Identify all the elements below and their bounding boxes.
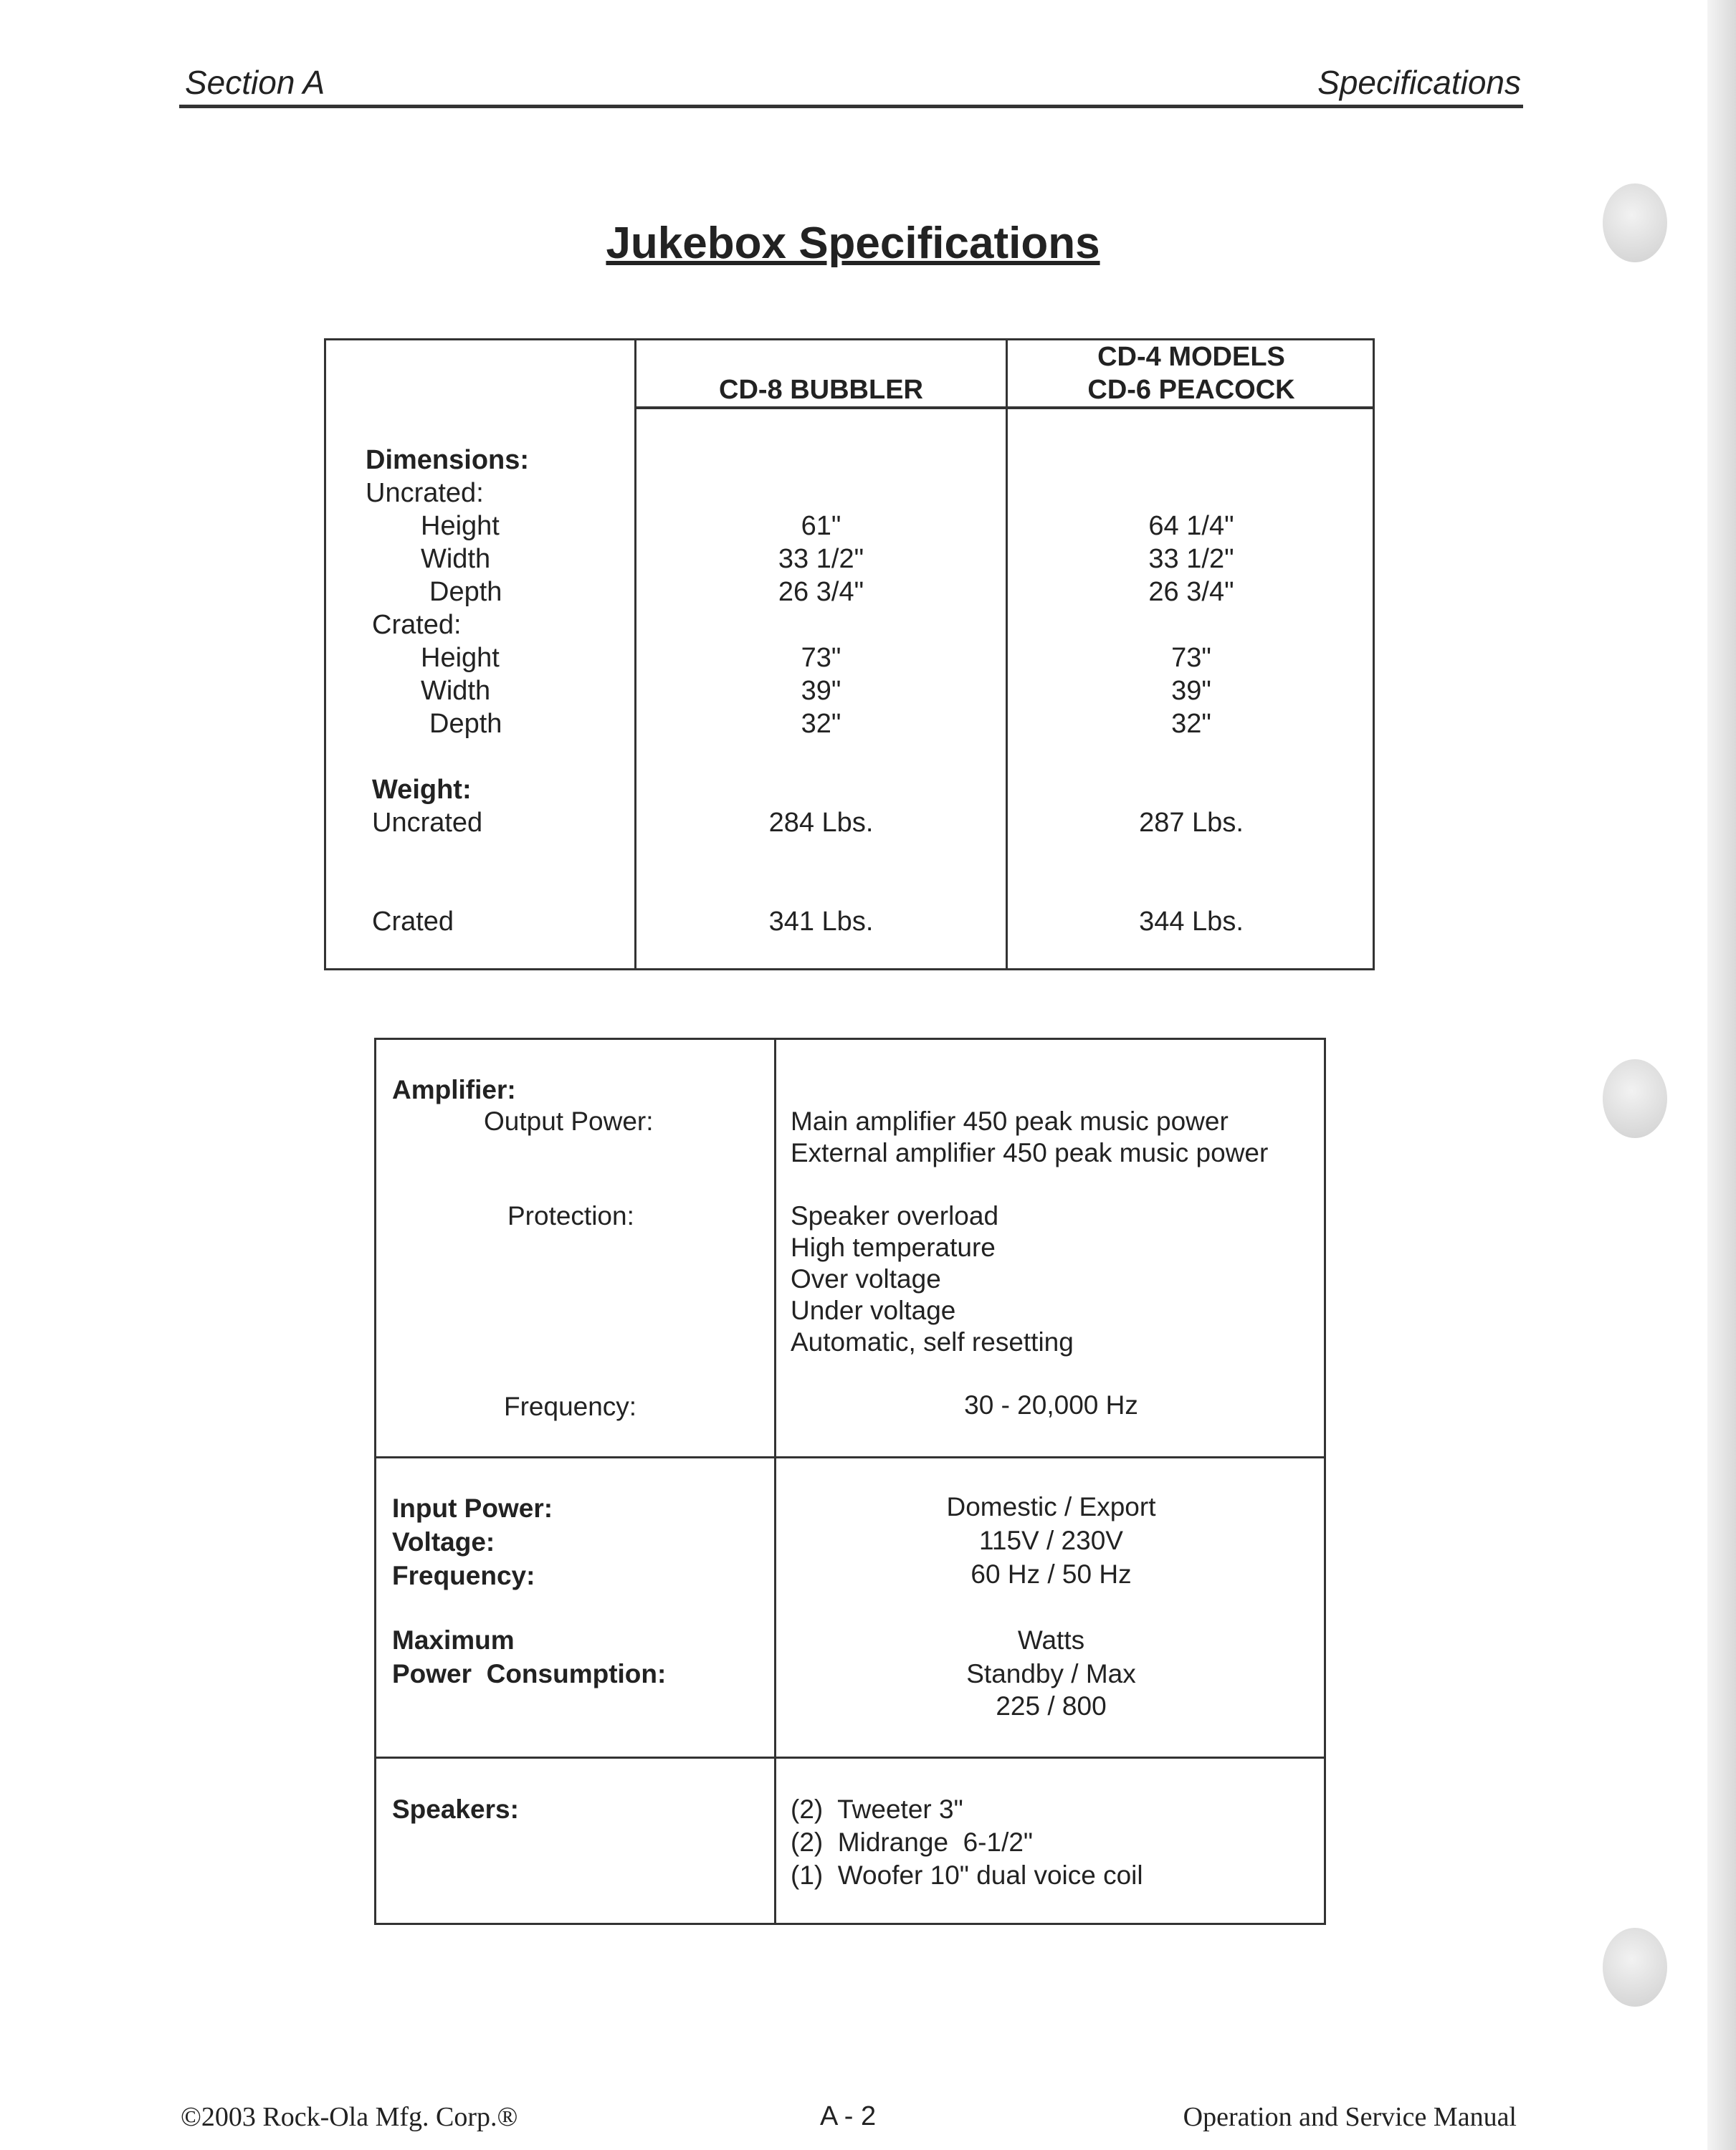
cd8-c-height: 73" [801, 643, 841, 673]
protection-1: Speaker overload [791, 1201, 999, 1231]
uncrated-label: Uncrated: [366, 478, 484, 508]
c-depth-label: Depth [429, 709, 502, 739]
speaker-midrange: (2) Midrange 6-1/2" [791, 1828, 1034, 1857]
power-consumption-label: Power Consumption: [392, 1659, 667, 1688]
c-height-label: Height [421, 643, 500, 673]
output-power-label: Output Power: [484, 1107, 654, 1136]
cd46-c-height: 73" [1171, 643, 1211, 673]
electrical-table [374, 1038, 1326, 1925]
input-frequency-label: Frequency: [392, 1561, 535, 1590]
cd8-u-width: 33 1/2" [778, 544, 864, 574]
input-power-label: Input Power: [392, 1494, 553, 1523]
page-title: Jukebox Specifications [606, 219, 1100, 268]
footer-manual-title: Operation and Service Manual [1183, 2102, 1517, 2132]
crated-label: Crated: [372, 610, 462, 640]
protection-label: Protection: [507, 1201, 634, 1231]
input-frequency-value: 60 Hz / 50 Hz [970, 1559, 1132, 1589]
u-height-label: Height [421, 511, 500, 541]
cd46-weight-uncrated: 287 Lbs. [1139, 808, 1244, 838]
c-width-label: Width [421, 676, 491, 706]
col-header-cd4: CD-4 MODELS [1097, 342, 1285, 372]
protection-5: Automatic, self resetting [791, 1327, 1074, 1357]
col-header-cd8: CD-8 BUBBLER [719, 375, 923, 405]
footer-copyright: ©2003 Rock-Ola Mfg. Corp.® [181, 2102, 518, 2132]
cd46-weight-crated: 344 Lbs. [1139, 907, 1244, 937]
amplifier-label: Amplifier: [392, 1075, 516, 1104]
cd8-weight-crated: 341 Lbs. [768, 907, 874, 937]
protection-3: Over voltage [791, 1264, 941, 1294]
footer-page-number: A - 2 [820, 2101, 877, 2131]
header-rule [179, 105, 1523, 108]
cd8-u-depth: 26 3/4" [778, 577, 864, 607]
output-power-line-2: External amplifier 450 peak music power [791, 1138, 1269, 1167]
weight-uncrated-label: Uncrated [372, 808, 483, 838]
watts-label: Watts [1017, 1625, 1085, 1655]
cd46-c-depth: 32" [1171, 709, 1211, 739]
cd8-c-width: 39" [801, 676, 841, 706]
paper-edge [1707, 0, 1736, 2150]
standby-max-label: Standby / Max [966, 1659, 1136, 1688]
cd8-c-depth: 32" [801, 709, 841, 739]
cd46-u-depth: 26 3/4" [1148, 577, 1234, 607]
speaker-woofer: (1) Woofer 10" dual voice coil [791, 1860, 1143, 1890]
weight-label: Weight: [372, 775, 472, 805]
output-power-line-1: Main amplifier 450 peak music power [791, 1107, 1229, 1136]
header-section: Section A [185, 64, 325, 101]
col-header-cd6: CD-6 PEACOCK [1087, 375, 1295, 405]
protection-4: Under voltage [791, 1296, 956, 1325]
consumption-value: 225 / 800 [996, 1691, 1107, 1721]
frequency-label: Frequency: [504, 1392, 637, 1421]
punch-hole-bottom [1603, 1928, 1667, 2007]
cd46-u-width: 33 1/2" [1148, 544, 1234, 574]
voltage-value: 115V / 230V [979, 1526, 1123, 1555]
cd8-weight-uncrated: 284 Lbs. [768, 808, 874, 838]
dimensions-label: Dimensions: [366, 445, 530, 475]
cd46-u-height: 64 1/4" [1148, 511, 1234, 541]
cd46-c-width: 39" [1171, 676, 1211, 706]
voltage-label: Voltage: [392, 1527, 495, 1557]
input-power-value: Domestic / Export [946, 1492, 1156, 1521]
punch-hole-middle [1603, 1059, 1667, 1138]
speaker-tweeter: (2) Tweeter 3" [791, 1795, 963, 1824]
frequency-value: 30 - 20,000 Hz [964, 1390, 1138, 1420]
weight-crated-label: Crated [372, 907, 454, 937]
speakers-label: Speakers: [392, 1795, 519, 1824]
u-width-label: Width [421, 544, 491, 574]
dimensions-table [324, 338, 1375, 970]
cd8-u-height: 61" [801, 511, 841, 541]
maximum-label: Maximum [392, 1625, 515, 1655]
u-depth-label: Depth [429, 577, 502, 607]
protection-2: High temperature [791, 1233, 996, 1262]
header-title: Specifications [1317, 64, 1521, 101]
